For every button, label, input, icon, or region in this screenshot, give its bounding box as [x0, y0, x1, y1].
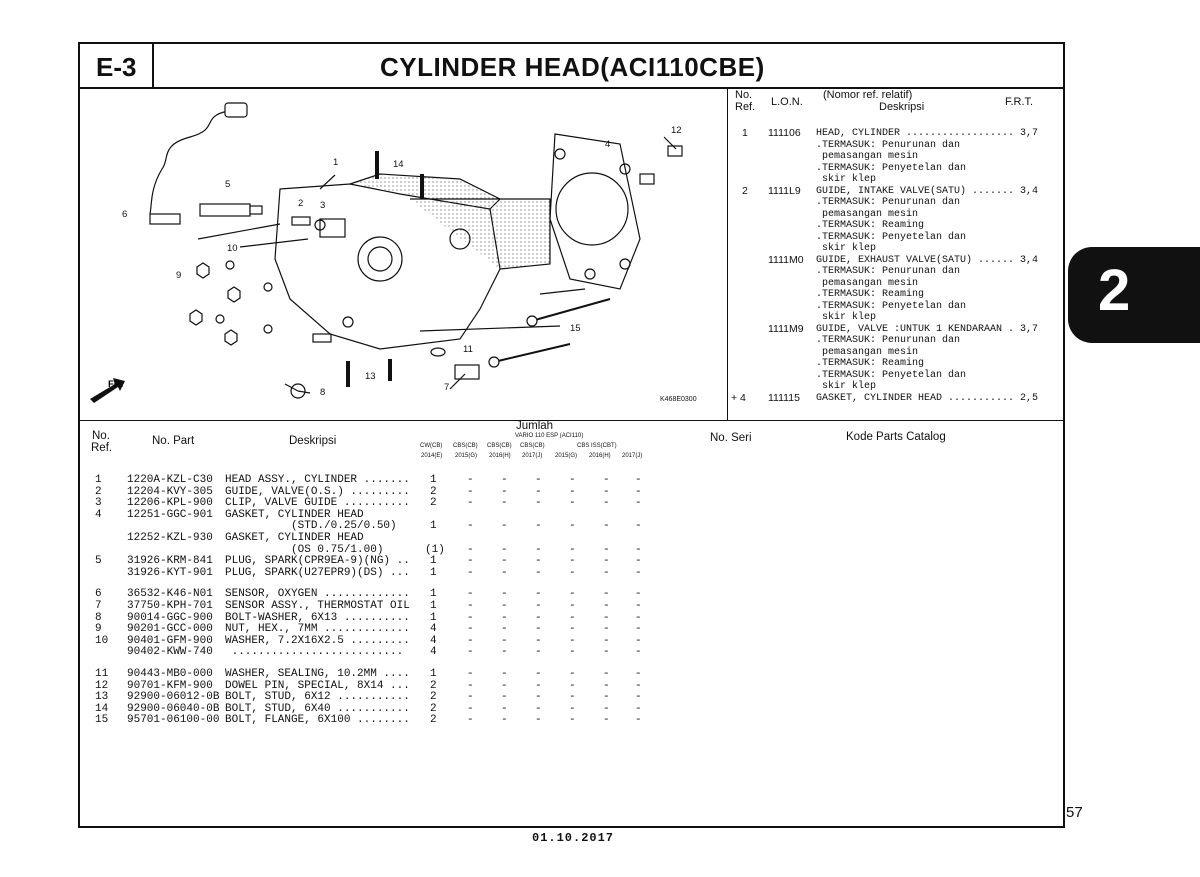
row-variant-empty: - [467, 566, 474, 579]
variant-label: CBS ISS(CBT) [577, 443, 617, 449]
row-part-number: 12204-KVY-305 [127, 485, 213, 498]
col-catalog: Kode Parts Catalog [846, 431, 946, 443]
table-divider [78, 420, 1065, 421]
row-part-number: 12206-KPL-900 [127, 497, 213, 510]
row-variant-empty: - [635, 611, 642, 624]
row-ref: 6 [95, 588, 102, 601]
row-part-number: 31926-KYT-901 [127, 566, 213, 579]
row-quantity: 1 [430, 474, 437, 486]
row-variant-empty: - [569, 623, 576, 636]
row-ref: 4 [95, 508, 102, 521]
ref-row-description: .TERMASUK: Penyetelan dan [816, 231, 967, 243]
row-variant-empty: - [501, 497, 508, 510]
diagram-divider [727, 88, 728, 420]
row-ref: 8 [95, 611, 102, 624]
row-variant-empty: - [635, 474, 642, 486]
year-label: 2016(H) [489, 453, 511, 459]
valve-guide [313, 334, 331, 342]
row-variant-empty: - [603, 611, 610, 624]
ref-row-description: skir klep [822, 312, 877, 323]
row-variant-empty: - [569, 520, 576, 533]
row-variant-empty: - [603, 679, 610, 692]
dowel-pin [640, 174, 654, 184]
hex-nut [190, 310, 202, 325]
col-serial: No. Seri [710, 432, 752, 444]
row-quantity: 2 [430, 497, 437, 510]
row-variant-empty: - [501, 634, 508, 647]
row-variant-empty: - [635, 520, 642, 533]
row-quantity: 4 [430, 634, 437, 647]
row-variant-empty: - [467, 611, 474, 624]
row-description: BOLT, FLANGE, 6X100 ........ [225, 714, 410, 727]
row-variant-empty: - [535, 485, 542, 498]
row-variant-empty: - [501, 668, 508, 680]
row-variant-empty: - [569, 611, 576, 624]
row-variant-empty: - [635, 600, 642, 612]
ref-col-desc: Deskripsi [879, 101, 925, 113]
page-number: 57 [1066, 804, 1083, 821]
diagram-code: K468E0300 [660, 396, 697, 403]
spark-plug [200, 204, 250, 216]
row-variant-empty: - [603, 668, 610, 680]
row-variant-empty: - [569, 679, 576, 692]
row-description: GUIDE, VALVE(O.S.) ......... [225, 485, 410, 498]
row-variant-empty: - [603, 566, 610, 579]
row-variant-empty: - [635, 497, 642, 510]
row-description: HEAD ASSY., CYLINDER ....... [225, 474, 410, 486]
callout-1: 1 [333, 157, 339, 168]
row-quantity: 1 [430, 611, 437, 624]
row-variant-empty: - [501, 611, 508, 624]
row-ref: 13 [95, 691, 109, 704]
row-variant-empty: - [535, 702, 542, 715]
row-variant-empty: - [501, 588, 508, 601]
ref-row-lon: 1111M9 [768, 322, 804, 335]
flange-bolt [498, 344, 570, 361]
row-quantity: 1 [430, 520, 437, 533]
row-variant-empty: - [501, 679, 508, 692]
row-variant-empty: - [635, 566, 642, 579]
row-variant-empty: - [635, 555, 642, 568]
row-description: GASKET, CYLINDER HEAD [225, 508, 364, 521]
row-variant-empty: - [467, 485, 474, 498]
row-variant-empty: - [535, 646, 542, 659]
row-variant-empty: - [603, 497, 610, 510]
row-variant-empty: - [501, 714, 508, 727]
ref-row-number: 1 [742, 127, 748, 139]
ref-col-frt: F.R.T. [1005, 96, 1034, 108]
ref-col-desc-note: (Nomor ref. relatif) [823, 89, 913, 101]
header-separator [152, 42, 154, 88]
year-label: 2014(E) [421, 453, 443, 459]
callout-11: 11 [463, 344, 473, 355]
row-variant-empty: - [569, 691, 576, 704]
row-variant-empty: - [569, 497, 576, 510]
model-name: VARIO 110 ESP (ACI110) [515, 433, 584, 439]
ref-row-description: pemasangan mesin [822, 208, 919, 220]
row-variant-empty: - [501, 600, 508, 612]
row-variant-empty: - [635, 714, 642, 727]
callout-7: 7 [444, 382, 450, 393]
row-variant-empty: - [501, 474, 508, 486]
row-description: .......................... [225, 646, 404, 659]
row-variant-empty: - [603, 485, 610, 498]
row-variant-empty: - [603, 702, 610, 715]
row-quantity: 1 [430, 668, 437, 680]
row-variant-empty: - [569, 702, 576, 715]
row-part-number: 12252-KZL-930 [127, 532, 213, 544]
row-description: BOLT, STUD, 6X40 ........... [225, 702, 410, 715]
row-description: PLUG, SPARK(U27EPR9)(DS) ... [225, 566, 410, 579]
row-description: (OS 0.75/1.00) [225, 543, 384, 556]
ref-row-description: GUIDE, INTAKE VALVE(SATU) ....... 3,4 [816, 185, 1039, 197]
col-part-number: No. Part [152, 435, 195, 447]
callout-14: 14 [393, 159, 404, 170]
washer [216, 315, 224, 323]
row-variant-empty: - [467, 634, 474, 647]
row-description: BOLT-WASHER, 6X13 .......... [225, 611, 410, 624]
row-quantity: 2 [430, 485, 437, 498]
row-description: CLIP, VALVE GUIDE .......... [225, 497, 410, 510]
row-variant-empty: - [467, 474, 474, 486]
row-ref: 2 [95, 485, 102, 498]
section-tab-number: 2 [1098, 258, 1131, 323]
hex-nut [197, 263, 209, 278]
callout-15: 15 [570, 323, 581, 334]
row-variant-empty: - [535, 588, 542, 601]
row-ref: 11 [95, 668, 109, 680]
row-part-number: 31926-KRM-841 [127, 555, 213, 568]
ref-row-lon: 111106 [768, 127, 801, 139]
row-description: DOWEL PIN, SPECIAL, 8X14 ... [225, 679, 410, 692]
section-code: E-3 [96, 52, 137, 82]
row-variant-empty: - [467, 623, 474, 636]
row-part-number: 1220A-KZL-C30 [127, 474, 213, 486]
row-variant-empty: - [635, 702, 642, 715]
sensor-connector [225, 103, 247, 117]
ref-row-description: skir klep [822, 381, 877, 392]
row-ref: 1 [95, 474, 102, 486]
row-variant-empty: - [535, 497, 542, 510]
row-variant-empty: - [603, 543, 610, 556]
ref-row-description: GUIDE, EXHAUST VALVE(SATU) ...... 3,4 [816, 254, 1039, 266]
row-part-number: 90201-GCC-000 [127, 623, 213, 636]
row-variant-empty: - [569, 600, 576, 612]
row-description: NUT, HEX., 7MM ............. [225, 623, 410, 636]
row-variant-empty: - [535, 691, 542, 704]
ref-row-description: skir klep [822, 174, 877, 185]
row-part-number: 90014-GGC-900 [127, 611, 213, 624]
row-variant-empty: - [603, 691, 610, 704]
row-part-number: 37750-KPH-701 [127, 600, 213, 612]
row-ref: 3 [95, 497, 102, 510]
front-label: FR. [108, 379, 124, 390]
row-variant-empty: - [569, 485, 576, 498]
row-variant-empty: - [569, 646, 576, 659]
row-part-number: 12251-GGC-901 [127, 508, 213, 521]
row-variant-empty: - [501, 520, 508, 533]
ref-row-description: .TERMASUK: Reaming [816, 220, 925, 231]
callout-3: 3 [320, 200, 326, 211]
row-variant-empty: - [635, 646, 642, 659]
callout-4: 4 [605, 139, 611, 150]
sensor-wire [150, 111, 231, 214]
row-variant-empty: - [467, 588, 474, 601]
col-quantity: Jumlah [516, 420, 554, 432]
year-label: 2017(J) [622, 453, 643, 459]
callout-12: 12 [671, 125, 682, 136]
exploded-diagram [80, 89, 725, 419]
col-ref: Ref. [91, 442, 113, 454]
ref-row-description: .TERMASUK: Reaming [816, 289, 925, 300]
row-variant-empty: - [467, 600, 474, 612]
row-quantity: 1 [430, 588, 437, 601]
row-variant-empty: - [535, 543, 542, 556]
row-variant-empty: - [467, 543, 474, 556]
row-variant-empty: - [535, 555, 542, 568]
callout-13: 13 [365, 371, 376, 382]
row-variant-empty: - [467, 520, 474, 533]
washer [264, 325, 272, 333]
row-variant-empty: - [603, 646, 610, 659]
row-variant-empty: - [535, 634, 542, 647]
row-part-number: 90443-MB0-000 [127, 668, 213, 680]
row-variant-empty: - [569, 714, 576, 727]
row-variant-empty: - [467, 691, 474, 704]
row-description: SENSOR ASSY., THERMOSTAT OIL [225, 600, 410, 612]
row-description: GASKET, CYLINDER HEAD [225, 532, 364, 544]
row-part-number: 90402-KWW-740 [127, 646, 213, 659]
row-variant-empty: - [467, 555, 474, 568]
row-quantity: 4 [430, 646, 437, 659]
row-variant-empty: - [501, 646, 508, 659]
ref-row-description: .TERMASUK: Penyetelan dan [816, 300, 967, 312]
row-variant-empty: - [501, 555, 508, 568]
ref-row-description: .TERMASUK: Penyetelan dan [816, 369, 967, 381]
row-variant-empty: - [467, 679, 474, 692]
row-variant-empty: - [635, 679, 642, 692]
ref-row-description: HEAD, CYLINDER .................. 3,7 [816, 128, 1039, 139]
row-variant-empty: - [467, 714, 474, 727]
row-variant-empty: - [535, 474, 542, 486]
row-part-number: 92900-06040-0B [127, 702, 220, 715]
front-arrow [90, 378, 125, 403]
variant-label: CW(CB) [420, 443, 443, 449]
ref-col-ref: Ref. [735, 101, 756, 113]
row-variant-empty: - [603, 634, 610, 647]
row-quantity: (1) [425, 543, 445, 556]
callout-6: 6 [122, 209, 128, 220]
row-variant-empty: - [569, 634, 576, 647]
washer [264, 283, 272, 291]
row-description: WASHER, 7.2X16X2.5 ......... [225, 634, 410, 647]
row-variant-empty: - [535, 679, 542, 692]
callout-10: 10 [227, 243, 238, 254]
row-part-number: 90701-KFM-900 [127, 679, 213, 692]
row-variant-empty: - [569, 566, 576, 579]
ref-row-lon: 1111L9 [768, 184, 801, 197]
ref-col-lon: L.O.N. [771, 96, 803, 108]
col-no: No. [92, 430, 110, 442]
row-variant-empty: - [501, 691, 508, 704]
row-variant-empty: - [467, 497, 474, 510]
ref-row-description: GASKET, CYLINDER HEAD ........... 2,5 [816, 392, 1039, 404]
row-ref: 12 [95, 679, 109, 692]
row-quantity: 1 [430, 566, 437, 579]
row-variant-empty: - [635, 691, 642, 704]
callout-8: 8 [320, 387, 326, 398]
row-variant-empty: - [501, 566, 508, 579]
row-variant-empty: - [569, 668, 576, 680]
row-variant-empty: - [603, 474, 610, 486]
ref-row-description: .TERMASUK: Reaming [816, 358, 925, 369]
thermostat-sensor [455, 365, 479, 379]
variant-label: CBS(CB) [520, 443, 545, 449]
callout-5: 5 [225, 179, 231, 190]
row-variant-empty: - [535, 520, 542, 533]
row-description: BOLT, STUD, 6X12 ........... [225, 691, 410, 704]
ref-row-description: pemasangan mesin [822, 277, 919, 289]
ref-row-description: .TERMASUK: Penurunan dan [816, 335, 961, 346]
year-label: 2017(J) [522, 453, 543, 459]
row-quantity: 4 [430, 623, 437, 636]
row-variant-empty: - [603, 600, 610, 612]
flange-bolt [535, 299, 610, 320]
row-ref: 10 [95, 634, 109, 647]
row-variant-empty: - [501, 702, 508, 715]
ref-row-description: skir klep [822, 243, 877, 254]
row-part-number: 36532-K46-N01 [127, 588, 213, 601]
footer-date: 01.10.2017 [532, 831, 615, 845]
row-variant-empty: - [603, 714, 610, 727]
row-variant-empty: - [467, 646, 474, 659]
row-quantity: 2 [430, 714, 437, 727]
ref-row-description: pemasangan mesin [822, 346, 919, 358]
hex-nut [228, 287, 240, 302]
ref-row-description: .TERMASUK: Penurunan dan [816, 266, 961, 277]
row-ref: 14 [95, 702, 109, 715]
row-variant-empty: - [603, 623, 610, 636]
ref-col-no: No. [735, 89, 753, 101]
row-variant-empty: - [569, 555, 576, 568]
row-description: (STD./0.25/0.50) [225, 520, 397, 533]
sealing-washer [431, 348, 445, 356]
washer [226, 261, 234, 269]
row-variant-empty: - [535, 668, 542, 680]
ref-row-description: GUIDE, VALVE :UNTUK 1 KENDARAAN . 3,7 [816, 323, 1039, 335]
row-ref: 5 [95, 555, 102, 568]
row-part-number: 95701-06100-00 [127, 714, 220, 727]
row-variant-empty: - [635, 543, 642, 556]
row-ref: 7 [95, 600, 102, 612]
row-variant-empty: - [535, 566, 542, 579]
row-description: PLUG, SPARK(CPR9EA-9)(NG) .. [225, 555, 410, 568]
ref-row-description: .TERMASUK: Penyetelan dan [816, 162, 967, 174]
callout-9: 9 [176, 270, 182, 281]
row-description: WASHER, SEALING, 10.2MM .... [225, 668, 410, 680]
row-variant-empty: - [569, 474, 576, 486]
ref-row-lon: 111115 [768, 391, 800, 404]
row-variant-empty: - [535, 714, 542, 727]
row-description: SENSOR, OXYGEN ............. [225, 588, 410, 601]
year-label: 2016(H) [589, 453, 611, 459]
ref-row-description: .TERMASUK: Penurunan dan [816, 197, 961, 208]
row-part-number: 92900-06012-0B [127, 691, 220, 704]
row-variant-empty: - [635, 634, 642, 647]
section-tab [1068, 247, 1200, 343]
row-quantity: 1 [430, 555, 437, 568]
oxygen-sensor [150, 214, 180, 224]
row-quantity: 2 [430, 679, 437, 692]
row-variant-empty: - [501, 485, 508, 498]
row-variant-empty: - [569, 543, 576, 556]
row-ref: 9 [95, 623, 102, 636]
row-part-number: 90401-GFM-900 [127, 634, 213, 647]
variant-label: CBS(CB) [487, 443, 512, 449]
page-title: CYLINDER HEAD(ACI110CBE) [380, 52, 765, 82]
row-variant-empty: - [635, 623, 642, 636]
ref-row-description: pemasangan mesin [822, 151, 919, 162]
row-variant-empty: - [501, 623, 508, 636]
ref-row-lon: 1111M0 [768, 253, 804, 266]
row-variant-empty: - [535, 611, 542, 624]
hex-nut [225, 330, 237, 345]
row-variant-empty: - [535, 600, 542, 612]
row-ref: 15 [95, 714, 109, 727]
row-variant-empty: - [569, 588, 576, 601]
row-variant-empty: - [467, 702, 474, 715]
ref-row-description: .TERMASUK: Penurunan dan [816, 139, 961, 151]
callout-2: 2 [298, 198, 304, 209]
variant-label: CBS(CB) [453, 443, 478, 449]
ref-row-number: + 4 [731, 391, 746, 404]
year-label: 2015(G) [455, 453, 478, 459]
year-label: 2015(G) [555, 453, 578, 459]
row-variant-empty: - [467, 668, 474, 680]
row-variant-empty: - [603, 520, 610, 533]
ref-row-number: 2 [742, 184, 748, 197]
row-quantity: 2 [430, 691, 437, 704]
row-variant-empty: - [535, 623, 542, 636]
row-quantity: 2 [430, 702, 437, 715]
row-quantity: 1 [430, 600, 437, 612]
row-variant-empty: - [635, 485, 642, 498]
row-variant-empty: - [501, 543, 508, 556]
row-variant-empty: - [603, 588, 610, 601]
row-variant-empty: - [635, 668, 642, 680]
row-variant-empty: - [635, 588, 642, 601]
row-variant-empty: - [603, 555, 610, 568]
col-description: Deskripsi [289, 435, 337, 447]
